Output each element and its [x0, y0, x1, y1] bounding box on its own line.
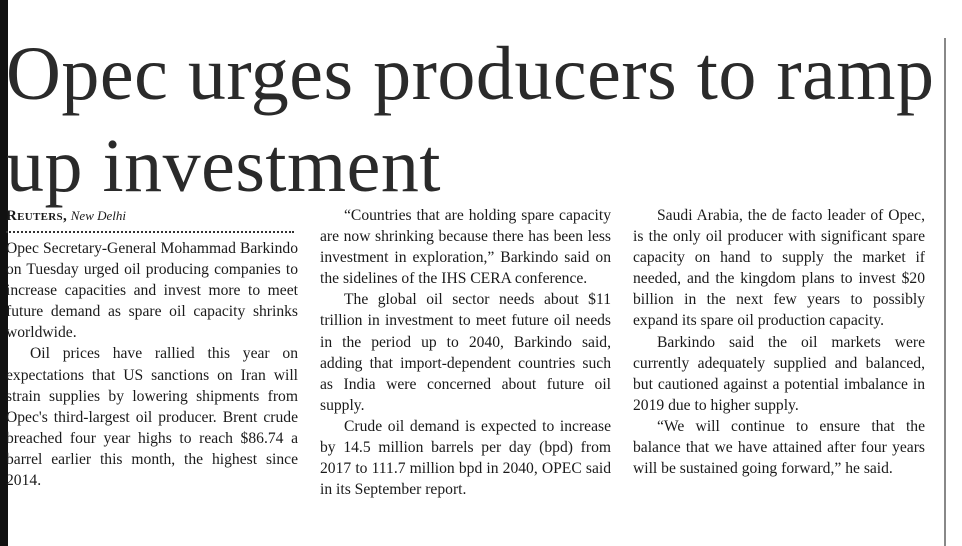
headline: Opec urges producers to ramp up investment: [6, 32, 935, 208]
article-paragraph: Saudi Arabia, the de facto leader of Opec, is the only oil producer with significant spare capacity on hand to supply the market if needed, and the kingdom plans to invest $20 billion in the next few years to possibly expand its spare oil production capacity.: [633, 207, 925, 330]
article-column-1: [6, 205, 298, 491]
article-paragraph: “Countries that are holding spare capacity are now shrinking because there has been less investment in exploration,” Barkindo said on the sidelines of the IHS CERA conference.: [320, 207, 611, 288]
article-column-3: [633, 205, 925, 479]
byline-divider: [6, 231, 294, 233]
article-paragraph: Barkindo said the oil markets were currently adequately supplied and balanced, but cautioned against a potential imbalance in 2019 due to higher supply.: [633, 333, 925, 414]
article-column-2: [320, 205, 611, 500]
byline-place: New Delhi: [70, 208, 126, 223]
byline: [6, 205, 298, 227]
article-paragraph: Crude oil demand is expected to increase by 14.5 million barrels per day (bpd) from 2017 to 111.7 million bpd in 2040, OPEC said in its September report.: [320, 417, 611, 499]
article-paragraph: “We will continue to ensure that the balance that we have attained after four years will be sustained going forward,” he said.: [633, 417, 925, 478]
article-paragraph: The global oil sector needs about $11 trillion in investment to meet future oil needs in the period up to 2040, Barkindo said, adding that import-dependent countries such as India were concerned about future oil supply.: [320, 291, 611, 414]
article-paragraph: Opec Secretary-General Mohammad Barkindo on Tuesday urged oil producing companies to increase capacities and invest more to meet future demand as spare oil capacity shrinks worldwide.: [6, 240, 298, 342]
byline-agency: Reuters,: [6, 208, 67, 224]
column-rule: [944, 38, 946, 546]
article-paragraph: Oil prices have rallied this year on expectations that US sanctions on Iran will strain supplies by lowering shipments from Opec's third-largest oil producer. Brent crude breached four year highs to reach $86.74 a barrel earlier this month, the highest since 2014.: [6, 345, 298, 490]
